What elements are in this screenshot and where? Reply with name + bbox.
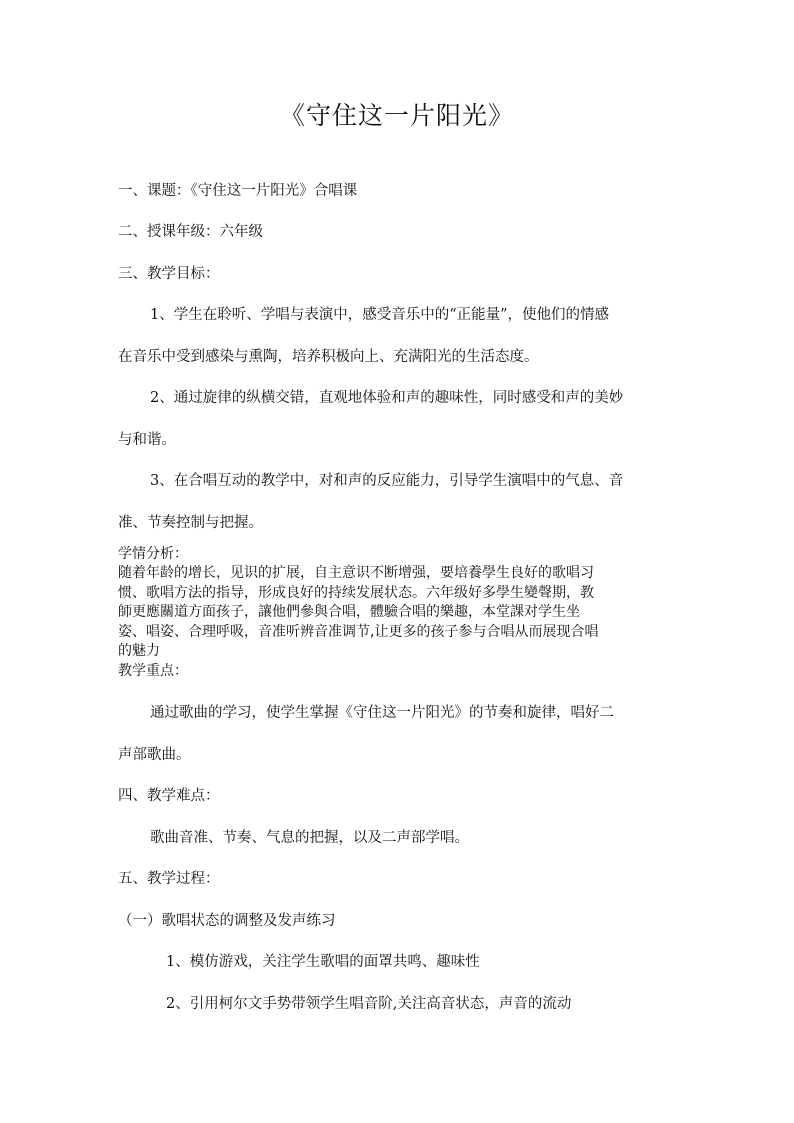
- process-item-1: 1、模仿游戏，关注学生歌唱的面罩共鸣、趣味性: [166, 954, 480, 970]
- difficulty-heading: 四、教学难点：: [118, 788, 220, 804]
- grade-line: 二、授课年级：六年级: [118, 224, 263, 240]
- analysis-line: 的魅力: [118, 643, 160, 659]
- process-item-2: 2、引用柯尔文手势带领学生唱音阶,关注高音状态，声音的流动: [166, 996, 572, 1012]
- process-heading: 五、教学过程：: [118, 871, 220, 887]
- goal-2-line-a: 2、通过旋律的纵横交错，直观地体验和声的趣味性，同时感受和声的美妙: [150, 390, 624, 406]
- goal-3-line-a: 3、在合唱互动的教学中，对和声的反应能力，引导学生演唱中的气息、音: [150, 473, 624, 489]
- analysis-line: 惯、歌唱方法的指导，形成良好的持续发展状态。六年级好多學生變聲期，教: [118, 585, 594, 601]
- focus-line-a: 通过歌曲的学习，使学生掌握《守住这一片阳光》的节奏和旋律，唱好二: [150, 705, 614, 721]
- goal-1-line-a: 1、学生在聆听、学唱与表演中，感受音乐中的“正能量”，使他们的情感: [150, 307, 610, 323]
- focus-line-b: 声部歌曲。: [118, 747, 191, 763]
- analysis-heading: 学情分析：: [118, 546, 188, 562]
- course-line: 一、课题：《守住这一片阳光》合唱课: [118, 183, 358, 199]
- analysis-line: 師更應關道方面孩子，讓他們參與合唱，體驗合唱的樂趣，本堂課对学生坐: [118, 604, 580, 620]
- analysis-line: 随着年龄的增长，见识的扩展，自主意识不断增强，要培養學生良好的歌唱习: [118, 565, 594, 581]
- goal-1-line-b: 在音乐中受到感染与熏陶，培养积极向上、充满阳光的生活态度。: [118, 349, 539, 365]
- focus-heading: 教学重点：: [118, 663, 188, 679]
- process-subheading: （一）歌唱状态的调整及发声练习: [118, 913, 336, 929]
- goals-heading: 三、教学目标：: [118, 266, 220, 282]
- difficulty-line: 歌曲音准、节奏、气息的把握，以及二声部学唱。: [150, 830, 469, 846]
- goal-3-line-b: 准、节奏控制与把握。: [118, 515, 263, 531]
- analysis-line: 姿、唱姿、合理呼吸，音准听辨音准调节,让更多的孩子参与合唱从而展现合唱: [118, 624, 599, 640]
- goal-2-line-b: 与和谐。: [118, 432, 176, 448]
- document-title: 《守住这一片阳光》: [279, 101, 514, 130]
